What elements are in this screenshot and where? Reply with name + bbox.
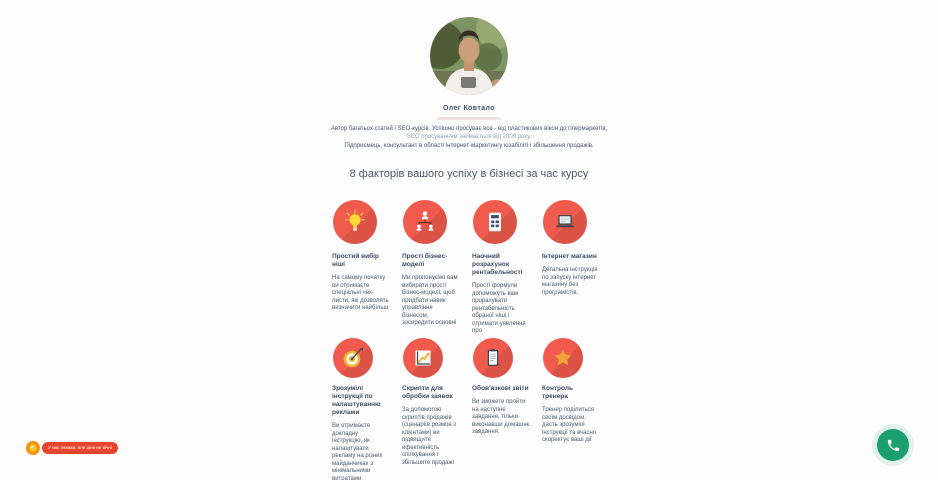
trainer-name: Олег Ковтало (443, 105, 495, 112)
bio-line-1: Автор багатьох статей і SEO-курсів. Успішно просуває все - від пластикових вікон до гіпермаркетів, (330, 126, 608, 132)
benefit-card (472, 338, 534, 480)
benefit-text: Прості формули допоможуть вам прорахувати рентабельність обраної ніші і отримати уявлення про (472, 283, 526, 334)
benefit-card (402, 200, 464, 338)
benefit-title: Контроль тренера (542, 385, 573, 400)
benefit-text: Ви зможете пройти на наступне завдання, тільки виконавши домашнє завдання. (472, 399, 530, 435)
bio-line-3: Підприємець, консультант в області інтернет-маркетингу юзабіліті і збільшення продажів. (344, 142, 594, 149)
trainer-photo (430, 17, 508, 95)
benefit-title: Інтернет магазин (542, 253, 597, 260)
benefit-title: Скрипти для обробки заявок (402, 385, 453, 400)
benefit-card (332, 200, 394, 338)
section-heading: 8 факторів вашого успіху в бізнесі за час курсу (349, 168, 589, 180)
org-chart-icon (403, 200, 447, 244)
trainer-bio (329, 126, 609, 151)
benefit-title: Прості бізнес-моделі (402, 253, 448, 268)
benefit-text: На самому початку ви отримаєте спеціальні чек-листи, які дозволять визначити найбільш (332, 275, 389, 311)
promo-notification[interactable] (26, 441, 118, 455)
growth-chart-icon (403, 338, 443, 378)
laptop-icon (543, 200, 587, 244)
benefit-card (542, 338, 604, 480)
benefit-text: Ми пропонуємо вам вибирати прості бізнес-моделі, щоб придбати навик управління бізнесом, зосередити основні (402, 275, 458, 326)
benefit-text: Тренер поділиться своїм досвідом, дасть зрозумілі інструкції та вчасно скоректує ваші дії (542, 407, 597, 443)
clipboard-icon (473, 338, 513, 378)
benefit-card (542, 200, 604, 338)
callback-phone-button[interactable] (877, 429, 909, 461)
phone-icon (886, 438, 901, 453)
benefits-grid (332, 200, 606, 480)
name-divider (437, 117, 501, 120)
benefit-card (332, 338, 394, 480)
trainer-photo-image (430, 17, 508, 95)
flame-badge-icon (26, 441, 40, 455)
benefit-title: Зрозумілі інструкції по налаштуванню реклами (332, 385, 381, 416)
benefit-title: Наочний розрахунок рентабельності (472, 253, 523, 276)
benefit-card (402, 338, 464, 480)
benefit-text: Детальна інструкція по запуску інтернет магазину без програмістів. (542, 267, 598, 296)
benefit-text: Ви отримаєте докладну інструкцію, як налаштувати рекламу на різних майданчиках з мінімальними витратами (332, 423, 383, 480)
benefit-card (472, 200, 534, 338)
benefit-title: Простий вибір ніші (332, 253, 379, 268)
promo-text[interactable]: У нас знижки, але ціни не вічні (42, 442, 118, 455)
bio-line-2: SEO просуванням займається від 2009 року. (406, 134, 532, 141)
lightbulb-icon (333, 200, 377, 244)
star-icon (543, 338, 583, 378)
calculator-icon (473, 200, 517, 244)
benefit-text: За допомогою скриптів продажів (сценаріїв розмов з клієнтами) ви підвищите ефективність спілкування і збільшите продажі (402, 407, 456, 466)
benefit-title: Обов'язкові звіти (472, 385, 529, 392)
target-icon (333, 338, 373, 378)
